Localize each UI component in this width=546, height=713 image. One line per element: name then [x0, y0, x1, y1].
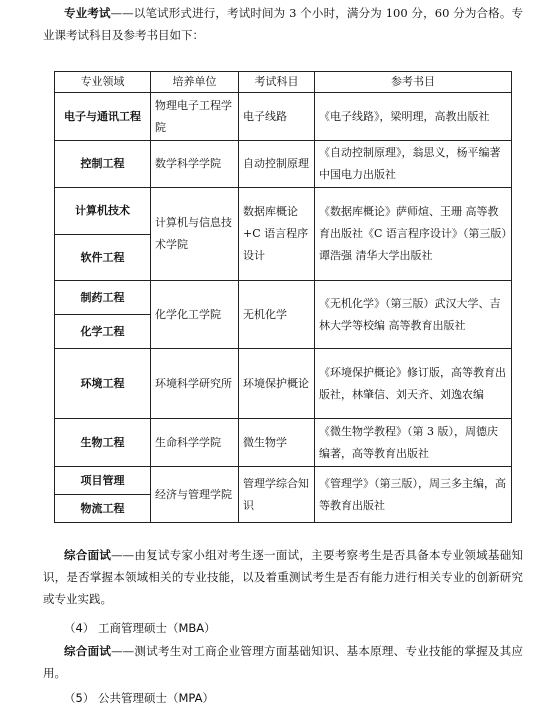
subject-cell: 自动控制原理 [239, 141, 315, 188]
interview-text: ——由复试专家小组对考生逐一面试，主要考察考生是否具备本专业领域基础知识，是否掌握本领域相关的专业技能，以及着重测试考生是否有能力进行相关专业的创新研究或专业实践。 [43, 548, 524, 606]
field-cell: 生物工程 [55, 419, 151, 467]
table-row [55, 93, 512, 141]
book-cell: 《数据库概论》萨师煊、王珊 高等教育出版社《C 语言程序设计》（第三版）谭浩强 清华大学出版社 [315, 188, 512, 281]
section-number: （5） [64, 691, 95, 705]
section-title: 公共管理硕士（MPA） [97, 691, 214, 705]
field-cell: 环境工程 [55, 349, 151, 419]
unit-cell: 数学科学学院 [151, 141, 239, 188]
field-cell: 控制工程 [55, 141, 151, 188]
field-cell: 项目管理 [55, 467, 151, 495]
unit-cell: 环境科学研究所 [151, 349, 239, 419]
subject-cell: 环境保护概论 [239, 349, 315, 419]
interview-paragraph-1 [43, 544, 523, 610]
subject-cell: 微生物学 [239, 419, 315, 467]
exam-subjects-table [54, 71, 512, 523]
book-cell: 《自动控制原理》，翁思义，杨平编著 中国电力出版社 [315, 141, 512, 188]
exam-intro-paragraph [43, 2, 523, 46]
section-heading-mba [64, 618, 216, 638]
field-cell: 制药工程 [55, 281, 151, 315]
unit-cell: 化学化工学院 [151, 281, 239, 349]
book-cell: 《无机化学》（第三版）武汉大学、吉林大学等校编 高等教育出版社 [315, 281, 512, 349]
field-cell: 软件工程 [55, 235, 151, 281]
section-title: 工商管理硕士（MBA） [97, 621, 216, 635]
table-header-cell: 培养单位 [151, 72, 239, 93]
table-header-row [55, 72, 512, 93]
unit-cell: 经济与管理学院 [151, 467, 239, 523]
book-cell: 《微生物学教程》（第 3 版），周德庆编著，高等教育出版社 [315, 419, 512, 467]
interview-label: 综合面试 [64, 644, 112, 658]
field-cell: 计算机技术 [55, 188, 151, 235]
interview-label: 综合面试 [64, 548, 112, 562]
table-header-cell: 参考书目 [315, 72, 512, 93]
subject-cell: 无机化学 [239, 281, 315, 349]
table-row [55, 349, 512, 419]
table-header-cell: 考试科目 [239, 72, 315, 93]
subject-cell: 电子线路 [239, 93, 315, 141]
interview-paragraph-2 [43, 640, 523, 684]
field-cell: 化学工程 [55, 315, 151, 349]
section-heading-mpa [64, 688, 214, 708]
book-cell: 《环境保护概论》修订版，高等教育出版社，林肇信、刘天齐、刘逸农编 [315, 349, 512, 419]
table-row [55, 281, 512, 315]
table-header-cell: 专业领域 [55, 72, 151, 93]
book-cell: 《管理学》（第三版），周三多主编，高等教育出版社 [315, 467, 512, 523]
unit-cell: 生命科学学院 [151, 419, 239, 467]
field-cell: 电子与通讯工程 [55, 93, 151, 141]
table-row [55, 419, 512, 467]
interview-text: ——测试考生对工商企业管理方面基础知识、基本原理、专业技能的掌握及其应用。 [43, 644, 524, 680]
table-row [55, 141, 512, 188]
section-number: （4） [64, 621, 95, 635]
table-row [55, 188, 512, 235]
exam-intro-text: ——以笔试形式进行，考试时间为 3 个小时，满分为 100 分，60 分为合格。专业课考试科目及参考书目如下： [43, 6, 523, 42]
field-cell: 物流工程 [55, 495, 151, 523]
subject-cell: 管理学综合知识 [239, 467, 315, 523]
unit-cell: 计算机与信息技术学院 [151, 188, 239, 281]
table-row [55, 467, 512, 495]
unit-cell: 物理电子工程学院 [151, 93, 239, 141]
exam-intro-label: 专业考试 [64, 6, 111, 20]
subject-cell: 数据库概论+C 语言程序设计 [239, 188, 315, 281]
book-cell: 《电子线路》，梁明理，高教出版社 [315, 93, 512, 141]
